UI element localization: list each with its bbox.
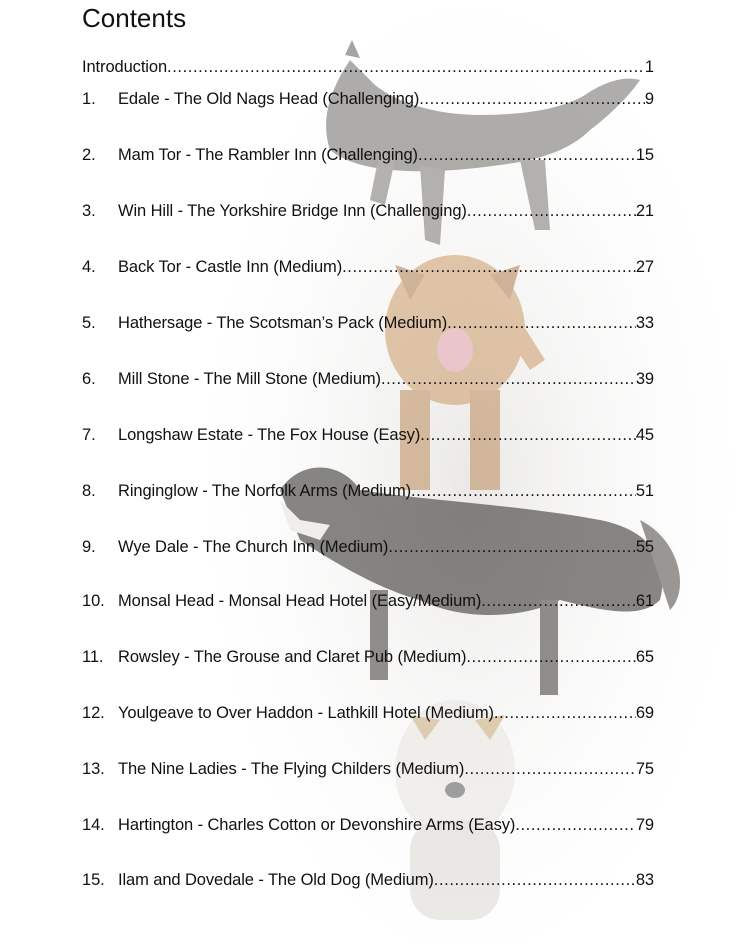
toc-entry[interactable] [82,590,654,612]
toc-entry-label: Wye Dale - The Church Inn (Medium) [118,538,389,556]
toc-entry-number: 7. [82,426,96,444]
toc-leader-dots [494,702,636,724]
toc-leader-dots [411,480,636,502]
toc-page-number: 1 [644,58,654,76]
toc-entry-number: 11. [82,648,104,666]
toc-entry-label: Youlgeave to Over Haddon - Lathkill Hotel (Medium) [118,704,494,722]
toc-page-number: 79 [635,816,654,834]
toc-entry-label: Ilam and Dovedale - The Old Dog (Medium) [118,871,434,889]
toc-entry-number: 3. [82,202,96,220]
toc-entry-number: 10. [82,592,105,610]
toc-entry-number: 12. [82,704,105,722]
toc-entry[interactable] [82,480,654,502]
toc-page-number: 75 [635,760,654,778]
toc-entry-number: 14. [82,816,105,834]
toc-leader-dots [167,56,645,78]
toc-leader-dots [381,368,636,390]
toc-page-number: 21 [635,202,654,220]
toc-leader-dots [420,424,636,446]
toc-leader-dots [418,144,636,166]
toc-entry-label: Mill Stone - The Mill Stone (Medium) [118,370,381,388]
toc-entry[interactable] [82,702,654,724]
toc-entry-label: Edale - The Old Nags Head (Challenging) [118,90,420,108]
toc-page-number: 65 [635,648,654,666]
toc-page-number: 51 [635,482,654,500]
toc-entry-number: 8. [82,482,96,500]
toc-entry[interactable] [82,536,654,558]
toc-page-number: 69 [635,704,654,722]
toc-entry-label: Win Hill - The Yorkshire Bridge Inn (Challenging) [118,202,467,220]
toc-entry[interactable] [82,424,654,446]
toc-entry-number: 6. [82,370,96,388]
toc-entry-label: Hartington - Charles Cotton or Devonshire Arms (Easy) [118,816,516,834]
toc-entry-number: 13. [82,760,105,778]
toc-page-number: 33 [635,314,654,332]
toc-entry[interactable] [82,200,654,222]
toc-leader-dots [481,590,636,612]
toc-entry[interactable] [82,368,654,390]
toc-entry-label: Longshaw Estate - The Fox House (Easy) [118,426,421,444]
toc-entry-number: 1. [82,90,96,108]
toc-entry[interactable] [82,758,654,780]
toc-entry-label: Rowsley - The Grouse and Claret Pub (Medium) [118,648,467,666]
toc-leader-dots [515,814,636,836]
toc-leader-dots [342,256,636,278]
toc-entry[interactable] [82,88,654,110]
toc-entry[interactable] [82,814,654,836]
toc-page-number: 55 [635,538,654,556]
toc-entry-label: Hathersage - The Scotsman’s Pack (Medium) [118,314,448,332]
toc-leader-dots [464,758,636,780]
toc-page-number: 61 [635,592,654,610]
toc-entry-label: Mam Tor - The Rambler Inn (Challenging) [118,146,418,164]
toc-entry-label: Back Tor - Castle Inn (Medium) [118,258,343,276]
toc-entry-label: Monsal Head - Monsal Head Hotel (Easy/Medium) [118,592,482,610]
toc-page-number: 9 [644,90,654,108]
toc-entry[interactable] [82,144,654,166]
toc-page-number: 83 [635,871,654,889]
toc-leader-dots [467,200,636,222]
toc-leader-dots [466,646,635,668]
toc-entry-number: 9. [82,538,96,556]
toc-leader-dots [388,536,636,558]
toc-entry[interactable] [82,869,654,891]
toc-entry-label: Ringinglow - The Norfolk Arms (Medium) [118,482,411,500]
toc-page-number: 15 [635,146,654,164]
toc-entry-number: 2. [82,146,96,164]
toc-page-number: 27 [635,258,654,276]
toc-entry[interactable] [82,256,654,278]
toc-entry-number: 5. [82,314,96,332]
toc-page-number: 45 [635,426,654,444]
toc-entry[interactable] [82,646,654,668]
toc-entry[interactable] [82,312,654,334]
toc-entry-label: Introduction [82,58,168,76]
toc-entry-label: The Nine Ladies - The Flying Childers (Medium) [118,760,465,778]
page-title: Contents [82,3,187,33]
toc-entry-number: 15. [82,871,105,889]
toc-leader-dots [447,312,636,334]
toc-entry-introduction[interactable] [82,56,654,78]
toc-entry-number: 4. [82,258,96,276]
toc-leader-dots [419,88,645,110]
toc-leader-dots [434,869,636,891]
toc-page-number: 39 [635,370,654,388]
